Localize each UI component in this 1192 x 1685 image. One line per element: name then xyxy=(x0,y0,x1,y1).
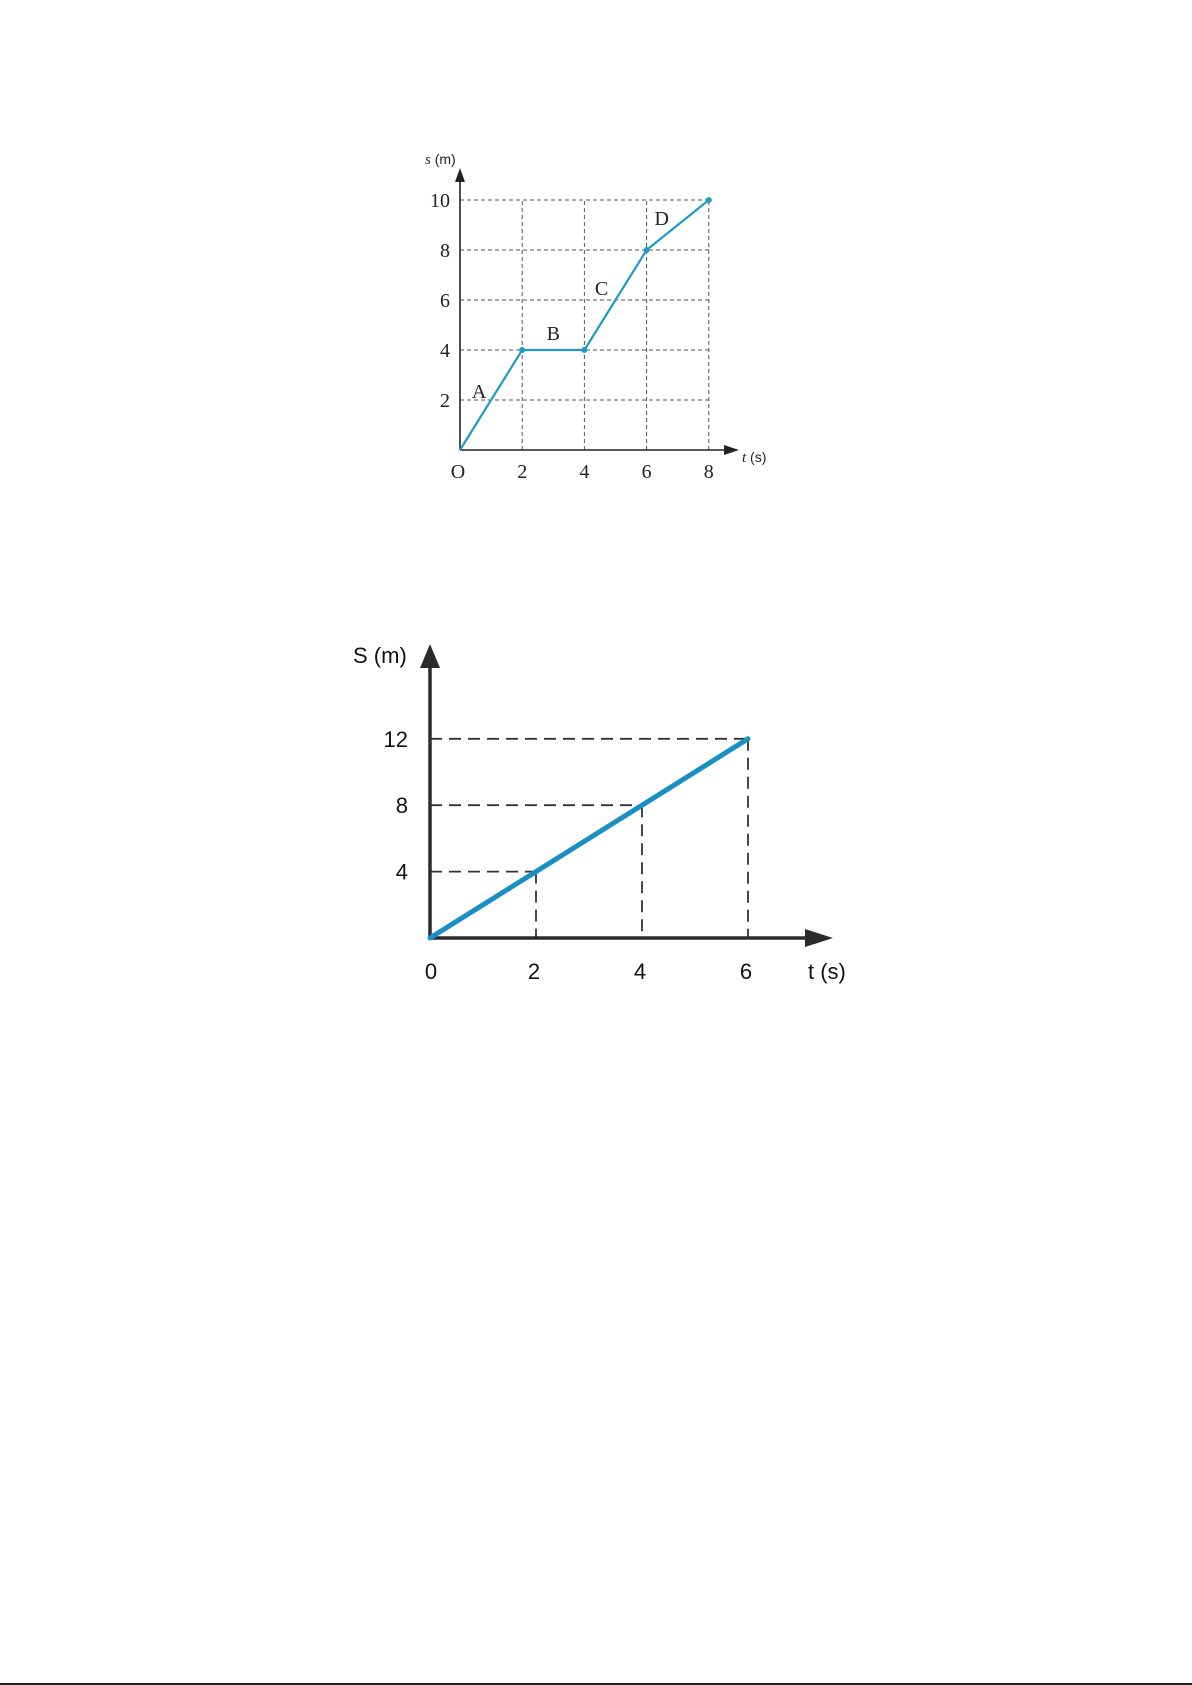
segment-label: D xyxy=(654,208,669,230)
y-tick-label: 8 xyxy=(395,793,408,819)
x-tick-label: 6 xyxy=(641,461,652,483)
segment-label: A xyxy=(471,381,487,403)
origin-label: 0 xyxy=(424,959,438,984)
y-tick-label: 6 xyxy=(440,290,450,312)
y-axis-label: s (m) xyxy=(425,151,456,168)
y-axis-label: S (m) xyxy=(353,643,407,668)
y-axis-arrow xyxy=(420,644,440,668)
x-tick-label: 2 xyxy=(527,959,541,984)
x-tick-label: 6 xyxy=(739,959,753,984)
y-tick-label: 12 xyxy=(383,726,408,752)
x-axis-label: t (s) xyxy=(742,449,767,466)
x-axis-arrow xyxy=(805,929,833,947)
x-tick-label: 4 xyxy=(579,461,590,483)
x-tick-label: 8 xyxy=(703,461,714,483)
y-tick-label: 2 xyxy=(440,390,450,412)
segment-label: C xyxy=(594,278,609,300)
series-line xyxy=(430,739,748,938)
x-axis-label: t (s) xyxy=(808,959,846,984)
y-tick-label: 8 xyxy=(440,240,450,262)
y-tick-label: 10 xyxy=(430,190,450,212)
y-tick-label: 4 xyxy=(395,859,408,885)
x-tick-label: 2 xyxy=(517,461,528,483)
x-tick-label: 4 xyxy=(633,959,647,984)
origin-label: O xyxy=(450,461,466,483)
y-tick-label: 4 xyxy=(440,340,450,362)
segment-label: B xyxy=(546,323,560,345)
